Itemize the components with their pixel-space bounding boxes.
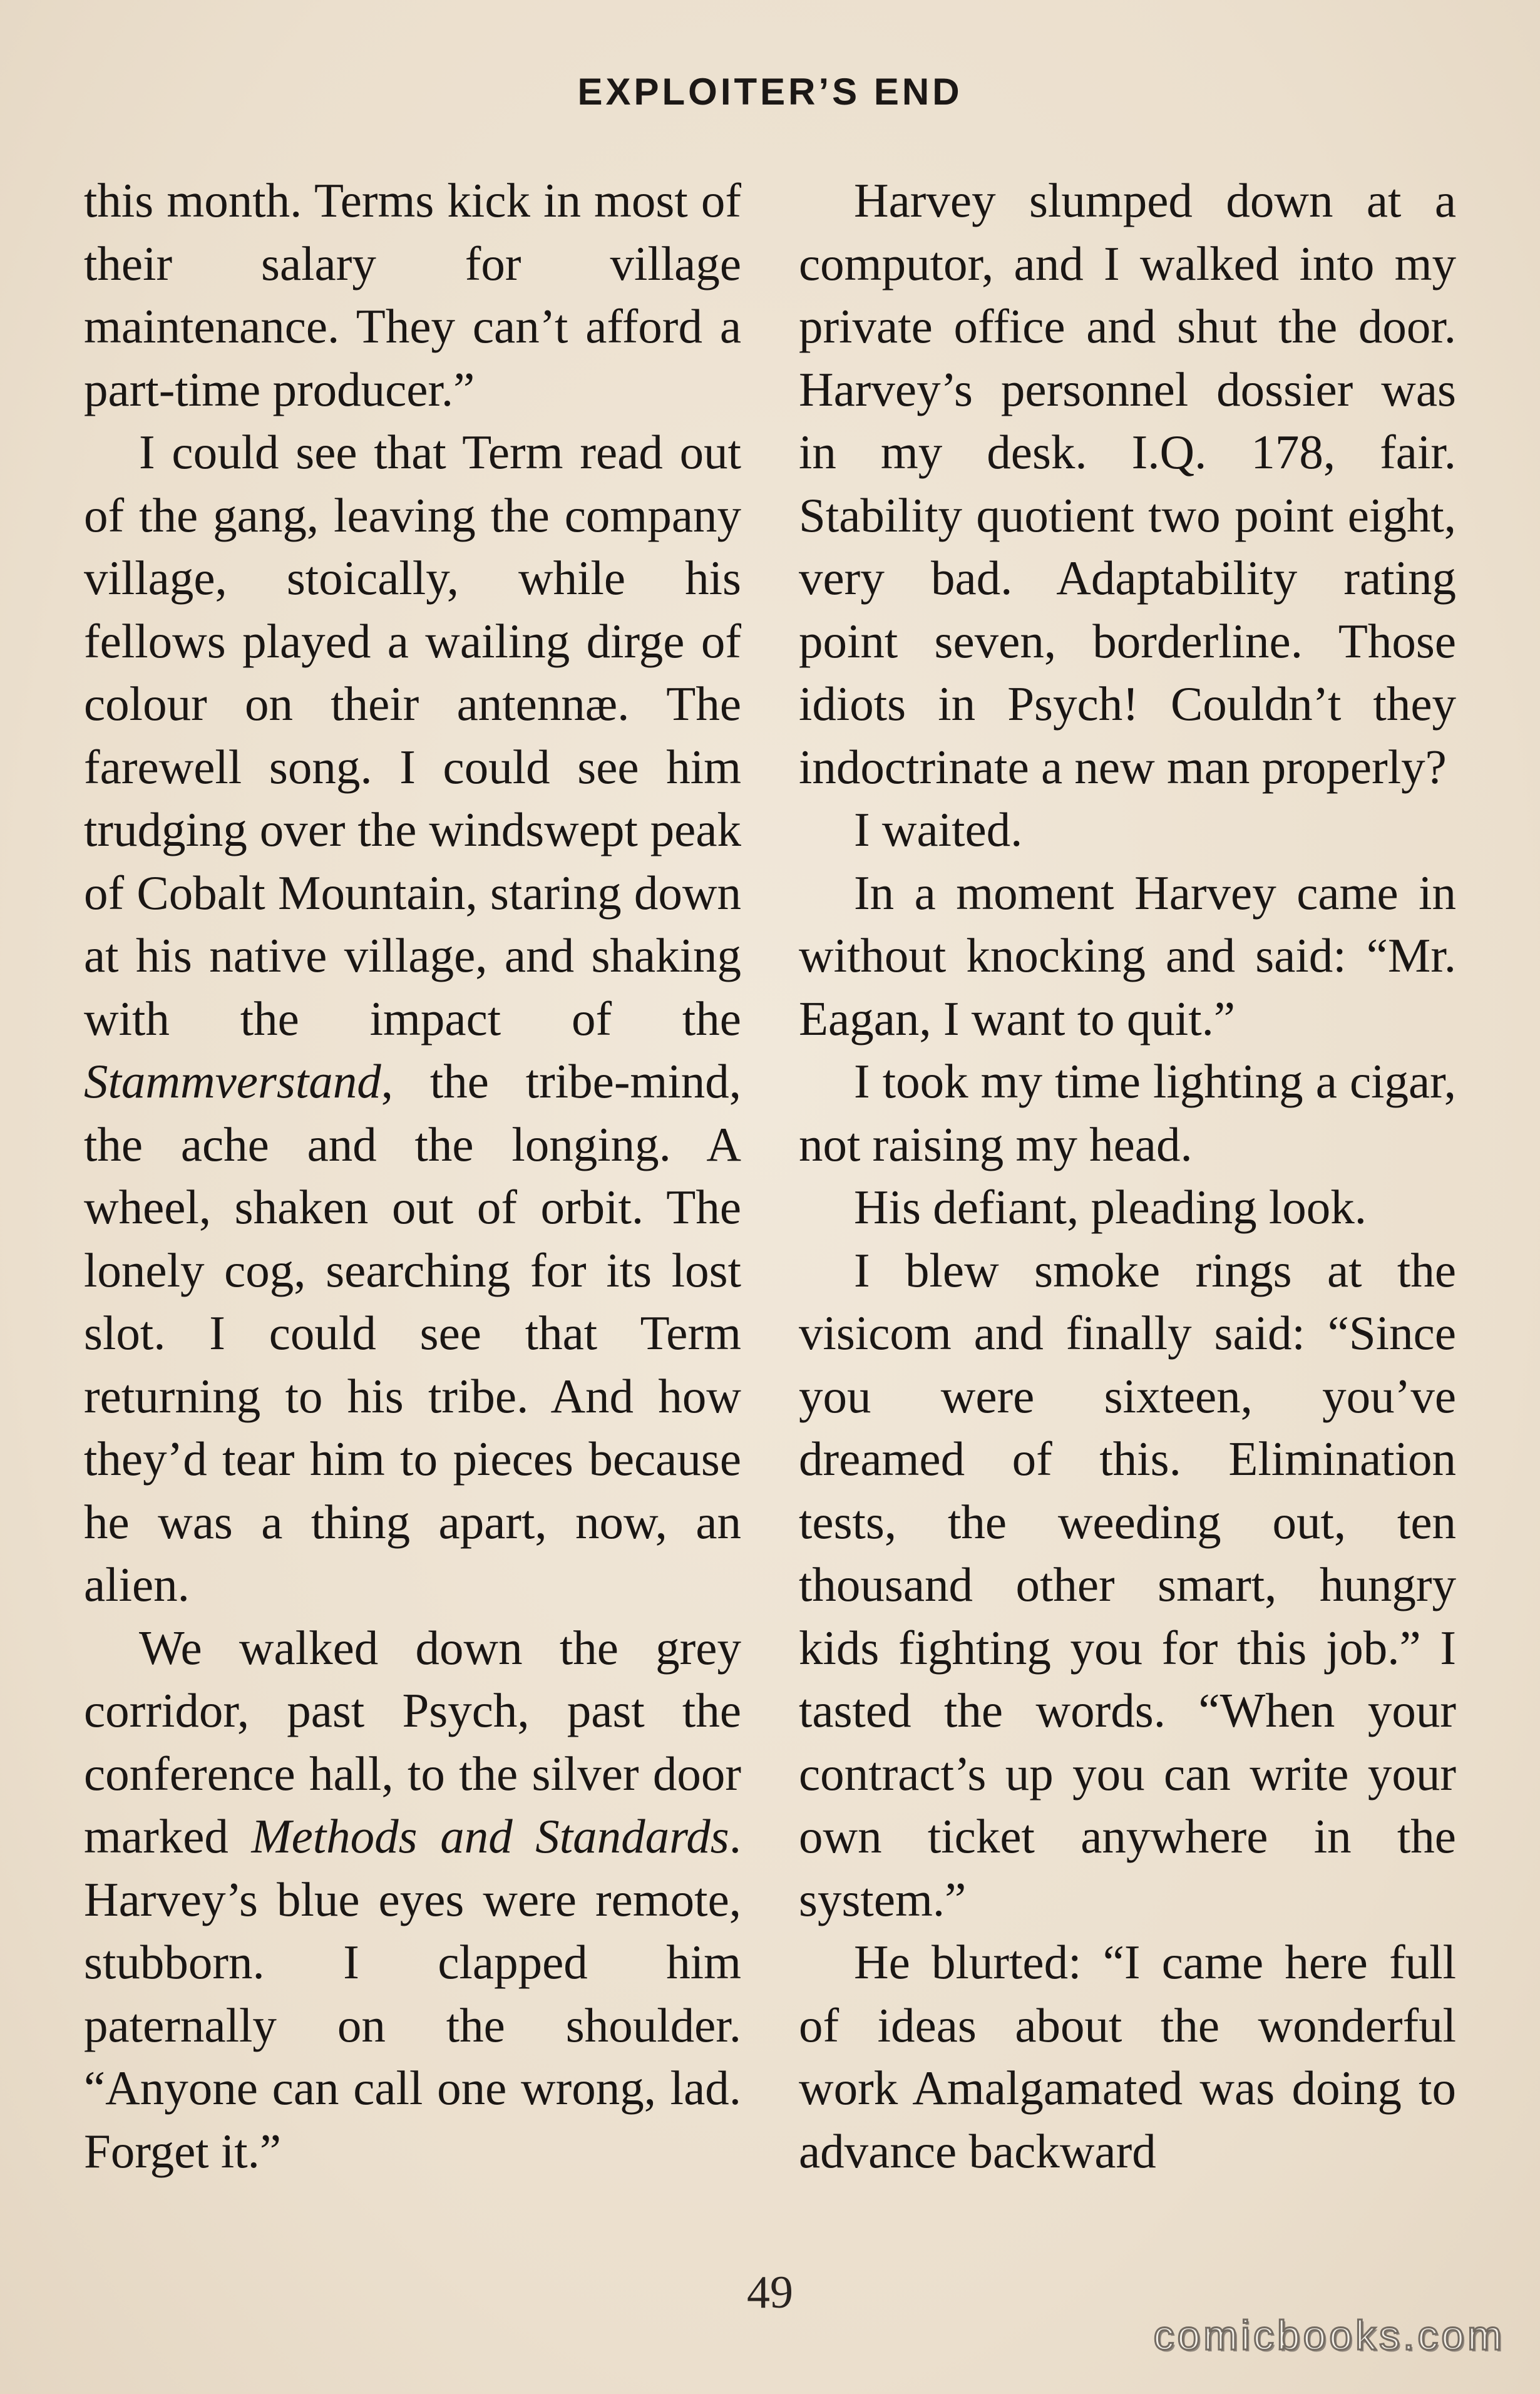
site-watermark: comicbooks.com <box>1153 2312 1505 2358</box>
paragraph: this month. Terms kick in most of their salary for village maintenance. They can’t afford a part-time producer.” <box>84 173 741 416</box>
paragraph: In a moment Harvey came in without knocking and said: “Mr. Eagan, I want to quit.” <box>799 865 1456 1045</box>
paragraph: Harvey slumped down at a computor, and I walked into my private office and shut the door. Harvey’s personnel dossier was in my desk. I.Q. 178, fair. Stability quotient two point eight, very bad. Adaptability rating point seven, borderline. Those idiots in Psych! Couldn’t they indoctrinate a new man properly? <box>799 173 1456 794</box>
paragraph: He blurted: “I came here full of ideas about the wonderful work Amalgamated was doing to advance backward <box>799 1935 1456 2178</box>
paragraph: His defiant, pleading look. <box>854 1180 1367 1234</box>
italic-term: Stammverstand <box>84 1054 381 1108</box>
running-head: EXPLOITER’S END <box>577 71 963 113</box>
paragraph-text: , the tribe-mind, the ache and the longing. A wheel, shaken out of orbit. The lonely cog, searching for its lost slot. I could see that Term returning to his tribe. And how they’d tear him to pieces because he was a thing apart, now, an alien. <box>84 1054 741 1611</box>
paragraph-text: I could see that Term read out of the gang, leaving the company village, stoically, while his fellows played a wailing dirge of colour on their antennæ. The farewell song. I could see him trudging over the windswept peak of Cobalt Mountain, staring down at his native village, and shaking with the impact of the <box>84 425 741 1045</box>
paragraph: I blew smoke rings at the visicom and finally said: “Since you were sixteen, you’ve dreamed of this. Elimination tests, the weeding out, ten thousand other smart, hungry kids fighting you for this job.” I tasted the words. “When your contract’s up you can write your own ticket anywhere in the system.” <box>799 1243 1456 1926</box>
paragraph <box>84 421 741 1616</box>
paragraph: I took my time lighting a cigar, not raising my head. <box>799 1054 1456 1171</box>
paragraph: I waited. <box>854 803 1023 856</box>
right-column <box>799 169 1456 2182</box>
italic-term: Methods and Standards <box>251 1809 729 1863</box>
paragraph-text: . Harvey’s blue eyes were remote, stubborn. I clapped him paternally on the shoulder. “Anyone can call one wrong, lad. Forget it.” <box>84 1809 741 2178</box>
page-number: 49 <box>747 2267 793 2318</box>
left-column <box>84 169 741 2182</box>
paragraph <box>84 1616 741 2183</box>
paragraph-text: We walked down the grey corridor, past Psych, past the conference hall, to the silver door marked <box>84 1620 741 1863</box>
